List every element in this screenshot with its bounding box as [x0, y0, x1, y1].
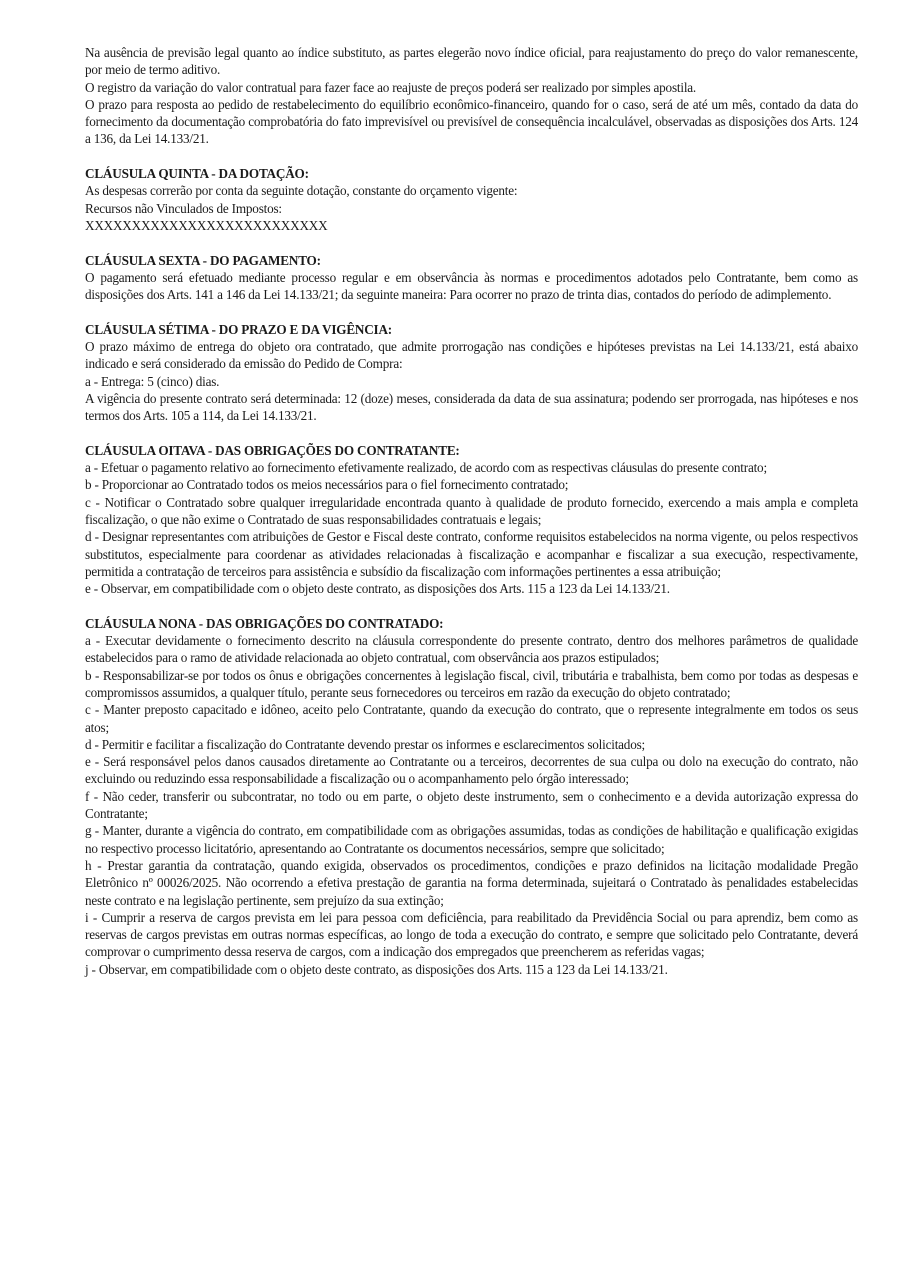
- clause-paragraph: O pagamento será efetuado mediante processo regular e em observância às normas e procedimentos adotados pelo Contratante, bem como as disposições dos Arts. 141 a 146 da Lei 14.133/21; da seguinte maneira: Para ocorrer no prazo de trinta dias, contados do período de adimplemento.: [85, 269, 858, 303]
- intro-paragraph: Na ausência de previsão legal quanto ao índice substituto, as partes elegerão novo índice oficial, para reajustamento do preço do valor remanescente, por meio de termo aditivo.: [85, 45, 858, 78]
- clause-paragraph: h - Prestar garantia da contratação, quando exigida, observados os procedimentos, condições e prazo definidos na licitação modalidade Pregão Eletrônico nº 00026/2025. Não ocorrendo a efetiva prestação de garantia na forma determinada, sujeitará o Contratado às penalidades estabelecidas neste contrato e na legislação pertinente, sem prejuízo da sua extinção;: [85, 857, 858, 908]
- clause-paragraph: c - Manter preposto capacitado e idôneo, aceito pelo Contratante, quando da execução do contrato, que o represente integralmente em todos os seus atos;: [85, 702, 858, 735]
- clause-section: [85, 442, 858, 598]
- clause-paragraph: Recursos não Vinculados de Impostos:: [85, 200, 282, 216]
- clauses-container: [85, 165, 858, 978]
- clause-paragraph: a - Entrega: 5 (cinco) dias.: [85, 373, 220, 389]
- clause-paragraph: g - Manter, durante a vigência do contrato, em compatibilidade com as obrigações assumidas, todas as condições de habilitação e qualificação exigidas no respectivo processo licitatório, apresentando ao Contratante os documentos necessários, sempre que solicitado;: [85, 823, 858, 856]
- intro-paragraph: O prazo para resposta ao pedido de restabelecimento do equilíbrio econômico-financeiro, quando for o caso, será de até um mês, contado da data do fornecimento da documentação comprobatória do fato imprevisível ou previsível de consequência incalculável, observadas as disposições dos Arts. 124 a 136, da Lei 14.133/21.: [85, 96, 858, 147]
- clause-section: [85, 165, 858, 234]
- intro-section: [85, 44, 858, 148]
- clause-paragraph: j - Observar, em compatibilidade com o objeto deste contrato, as disposições dos Arts. 115 a 123 da Lei 14.133/21.: [85, 961, 668, 977]
- clause-section: [85, 321, 858, 425]
- clause-paragraph: a - Executar devidamente o fornecimento descrito na cláusula correspondente do presente contrato, dentro dos melhores parâmetros de qualidade estabelecidos para o ramo de atividade relacionada ao objeto contratual, com observância aos prazos estipulados;: [85, 633, 858, 666]
- clause-paragraph: d - Permitir e facilitar a fiscalização do Contratante devendo prestar os informes e esclarecimentos solicitados;: [85, 736, 645, 752]
- clause-paragraph: c - Notificar o Contratado sobre qualquer irregularidade encontrada quanto à qualidade de produto fornecido, exercendo a mais ampla e completa fiscalização, o que não exime o Contratado de suas responsabilidades contratuais e legais;: [85, 494, 858, 528]
- clause-heading: CLÁUSULA OITAVA - DAS OBRIGAÇÕES DO CONTRATANTE:: [85, 442, 460, 458]
- clause-paragraph: e - Observar, em compatibilidade com o objeto deste contrato, as disposições dos Arts. 115 a 123 da Lei 14.133/21.: [85, 581, 670, 597]
- clause-paragraph: i - Cumprir a reserva de cargos prevista em lei para pessoa com deficiência, para reabilitado da Previdência Social ou para aprendiz, bem como as reservas de cargos previstas em outras normas específicas, ao longo de toda a execução do contrato, e sempre que solicitado pelo Contratante, deverá comprovar o cumprimento dessa reserva de cargos, com a indicação dos empregados que preencherem as referidas vagas;: [85, 909, 858, 960]
- clause-heading: CLÁUSULA QUINTA - DA DOTAÇÃO:: [85, 166, 309, 182]
- intro-paragraph: O registro da variação do valor contratual para fazer face ao reajuste de preços poderá ser realizado por simples apostila.: [85, 79, 697, 95]
- clause-paragraph: e - Será responsável pelos danos causados diretamente ao Contratante ou a terceiros, decorrentes de sua culpa ou dolo na execução do contrato, não excluindo ou reduzindo essa responsabilidade a fiscalização ou o acompanhamento pelo órgão interessado;: [85, 754, 858, 787]
- clause-section: [85, 252, 858, 304]
- clause-paragraph: A vigência do presente contrato será determinada: 12 (doze) meses, considerada da data de sua assinatura; podendo ser prorrogada, nas hipóteses e nos termos dos Arts. 105 a 114, da Lei 14.133/21.: [85, 390, 858, 424]
- clause-heading: CLÁUSULA SÉTIMA - DO PRAZO E DA VIGÊNCIA:: [85, 321, 393, 337]
- clause-paragraph: a - Efetuar o pagamento relativo ao fornecimento efetivamente realizado, de acordo com as respectivas cláusulas do presente contrato;: [85, 460, 767, 476]
- clause-paragraph: b - Responsabilizar-se por todos os ônus e obrigações concernentes à legislação fiscal, civil, tributária e trabalhista, bem como por todas as despesas e compromissos assumidos, a qualquer título, perante seus fornecedores ou terceiros em razão da execução do objeto contratado;: [85, 667, 858, 700]
- clause-section: [85, 615, 858, 978]
- clause-paragraph: b - Proporcionar ao Contratado todos os meios necessários para o fiel fornecimento contratado;: [85, 477, 569, 493]
- clause-paragraph: f - Não ceder, transferir ou subcontratar, no todo ou em parte, o objeto deste instrumento, sem o conhecimento e a devida autorização expressa do Contratante;: [85, 788, 858, 822]
- clause-paragraph: XXXXXXXXXXXXXXXXXXXXXXXXXX: [85, 217, 328, 233]
- clause-paragraph: d - Designar representantes com atribuições de Gestor e Fiscal deste contrato, conforme requisitos estabelecidos na norma vigente, ou pelos respectivos substitutos, especialmente para coordenar as atividades relacionadas à fiscalização e acompanhar e fiscalizar a sua execução, respectivamente, permitida a contratação de terceiros para assistência e subsídio da fiscalização com informações pertinentes a essa atribuição;: [85, 529, 858, 579]
- clause-heading: CLÁUSULA NONA - DAS OBRIGAÇÕES DO CONTRATADO:: [85, 615, 444, 631]
- clause-paragraph: O prazo máximo de entrega do objeto ora contratado, que admite prorrogação nas condições e hipóteses previstas na Lei 14.133/21, está abaixo indicado e será considerado da emissão do Pedido de Compra:: [85, 339, 858, 372]
- clause-heading: CLÁUSULA SEXTA - DO PAGAMENTO:: [85, 252, 321, 268]
- clause-paragraph: As despesas correrão por conta da seguinte dotação, constante do orçamento vigente:: [85, 183, 518, 199]
